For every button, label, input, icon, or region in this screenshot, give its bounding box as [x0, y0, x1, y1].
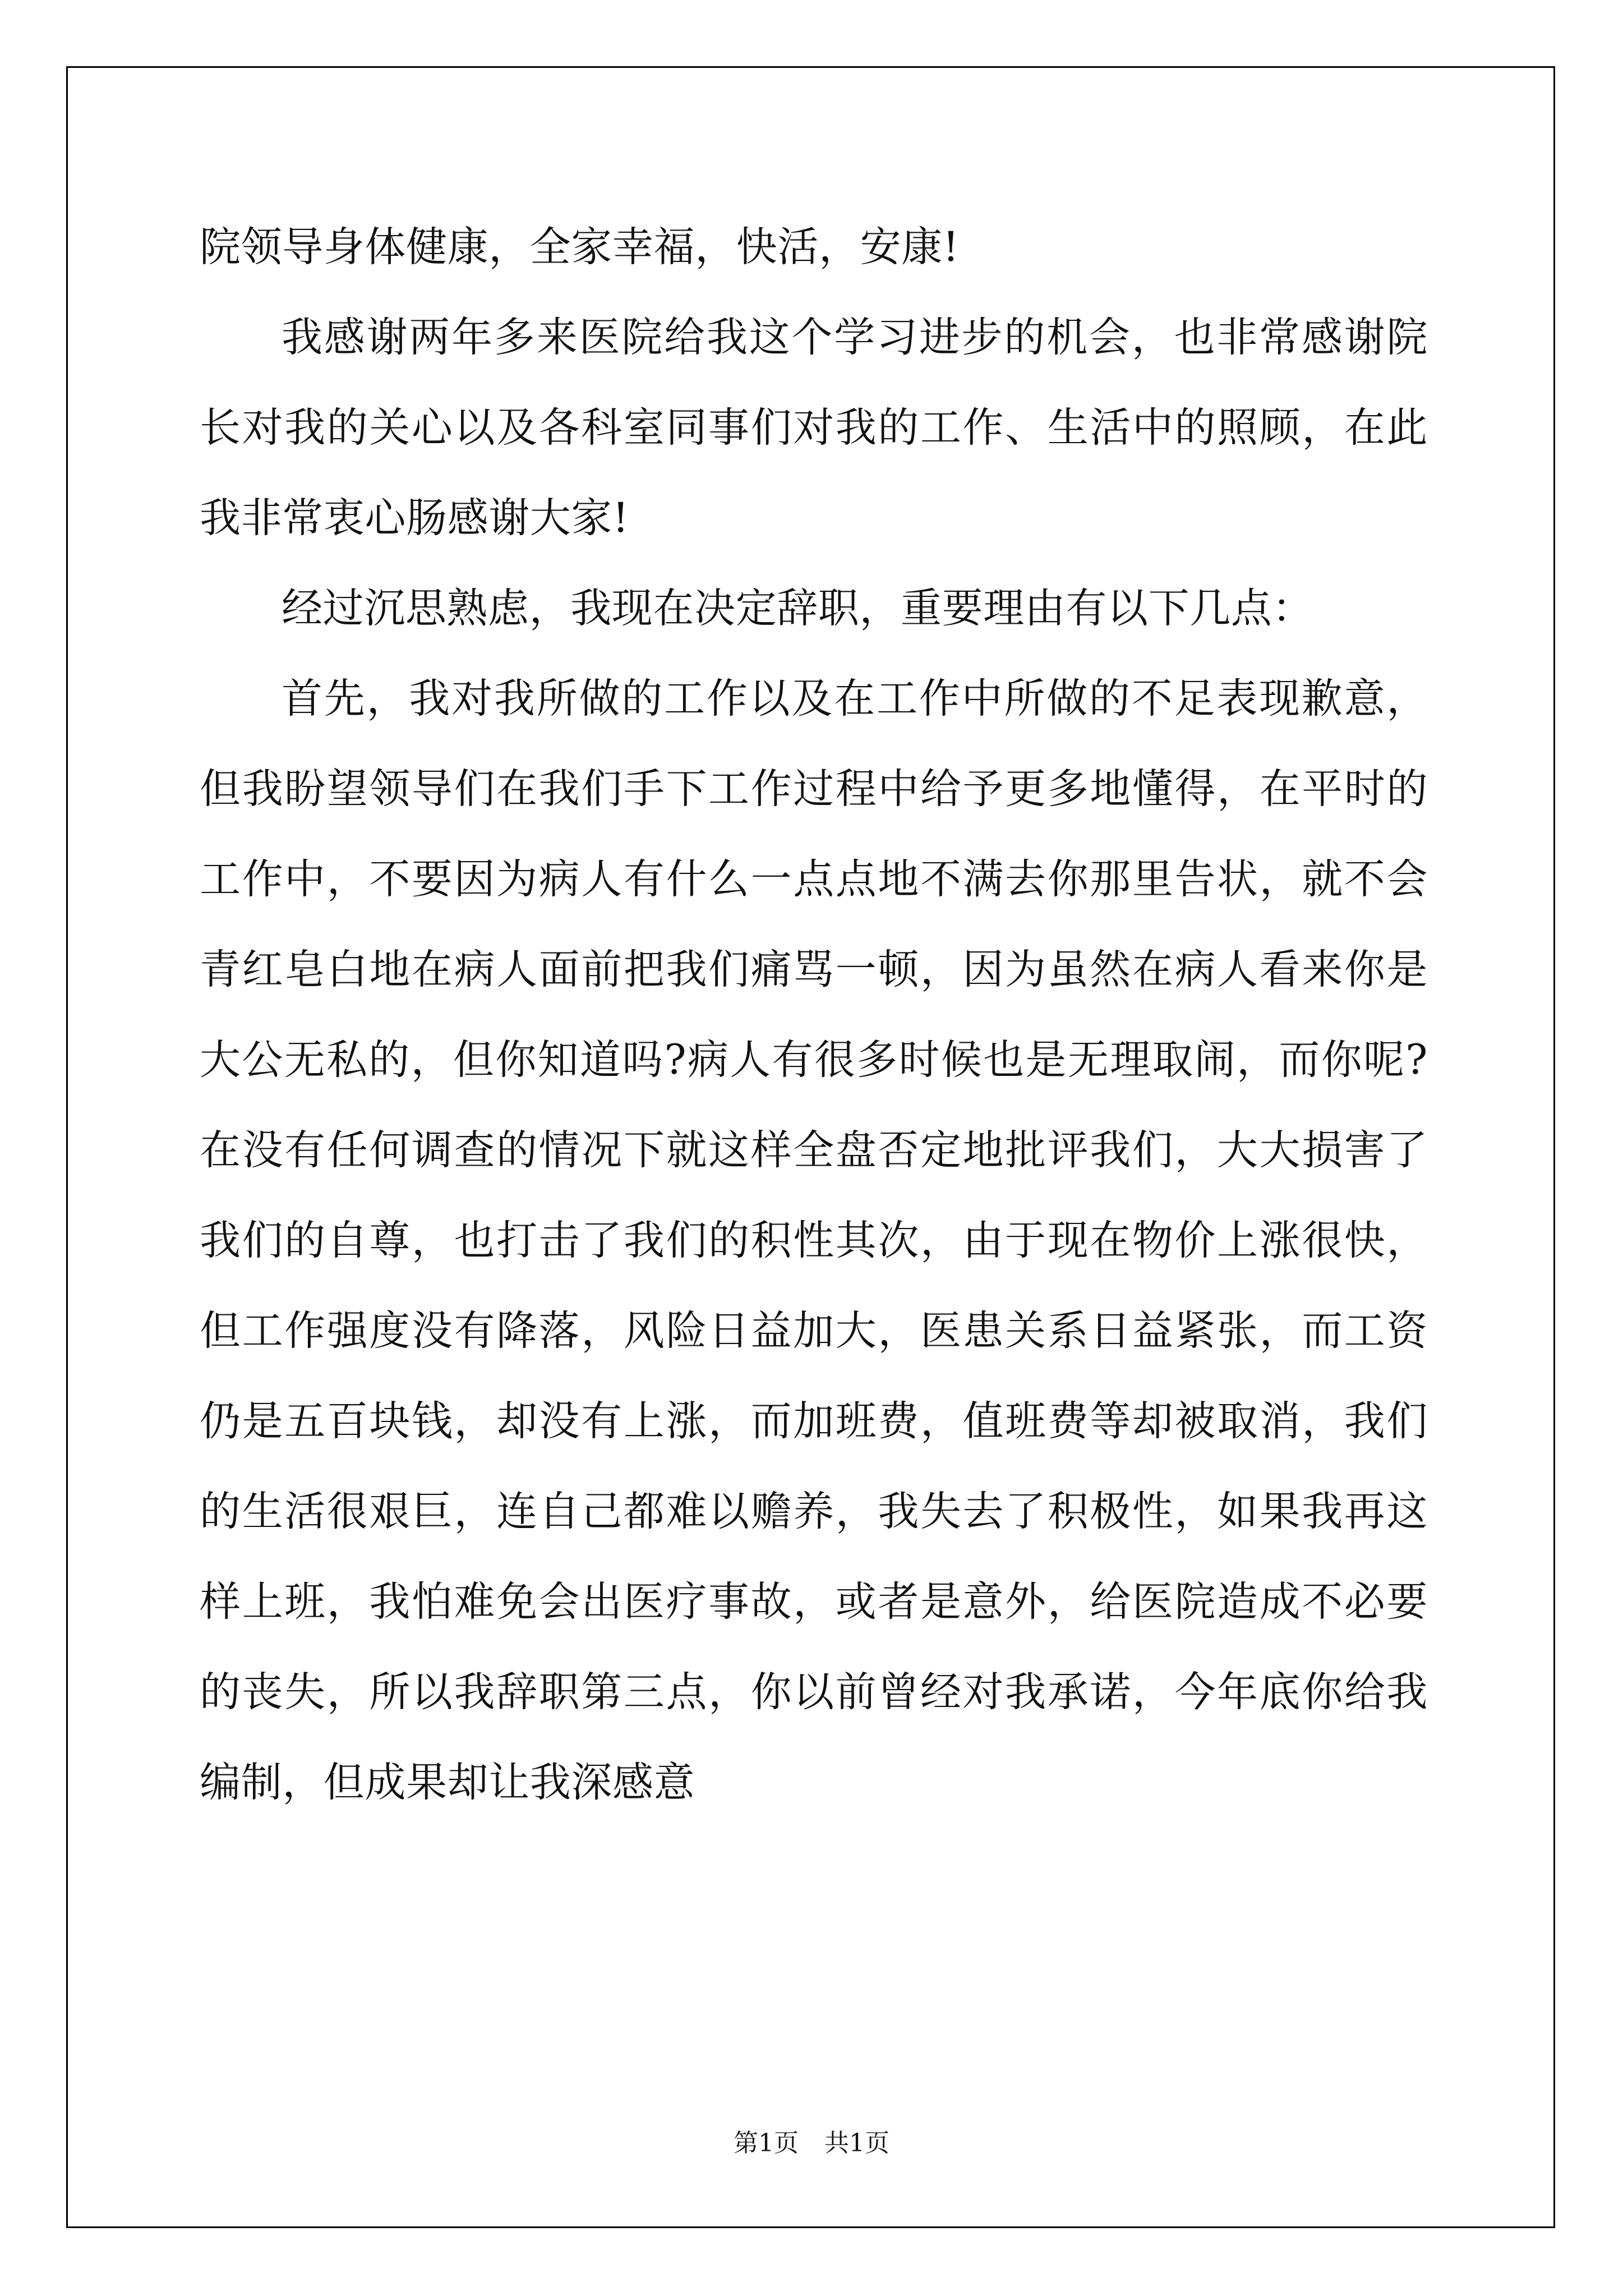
paragraph-1: 院领导身体健康，全家幸福，快活，安康!: [200, 223, 960, 271]
paragraph-2: 我感谢两年多来医院给我这个学习进步的机会，也非常感谢院长对我的关心以及各科室同事们对我的工作、生活中的照顾，在此我非常衷心肠感谢大家!: [200, 314, 1428, 542]
page-number: 第1页: [734, 2129, 799, 2157]
page-total: 共1页: [824, 2129, 889, 2157]
paragraph-3: 经过沉思熟虑，我现在决定辞职，重要理由有以下几点：: [282, 585, 1313, 632]
document-body: [200, 202, 1428, 1828]
page-footer: [0, 2123, 1623, 2159]
paragraph-4: 首先，我对我所做的工作以及在工作中所做的不足表现歉意，但我盼望领导们在我们手下工作过程中给予更多地懂得，在平时的工作中，不要因为病人有什么一点点地不满去你那里告状，就不会青红皂白地在病人面前把我们痛骂一顿，因为虽然在病人看来你是大公无私的，但你知道吗?病人有很多时候也是无理取闹，而你呢?在没有任何调查的情况下就这样全盘否定地批评我们，大大损害了我们的自尊，也打击了我们的积性其次，由于现在物价上涨很快，但工作强度没有降落，风险日益加大，医患关系日益紧张，而工资仍是五百块钱，却没有上涨，而加班费，值班费等却被取消，我们的生活很艰巨，连自己都难以赡养，我失去了积极性，如果我再这样上班，我怕难免会出医疗事故，或者是意外，给医院造成不必要的丧失，所以我辞职第三点，你以前曾经对我承诺，今年底你给我编制，但成果却让我深感意: [200, 675, 1428, 1806]
